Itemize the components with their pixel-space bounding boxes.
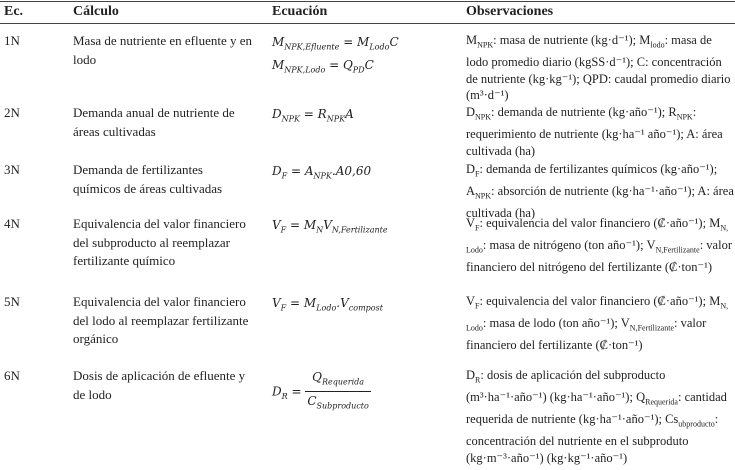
row-4n-observaciones: $V_F$: equivalencia del valor financiero (₡·año⁻¹); $M_{N, Lodo}$: masa de nitrógeno (ton año⁻¹); $V_{N,Fertilizante}$: valor financiero del nitrógeno del fertilizante (₡·ton⁻¹) (466, 216, 732, 275)
header-ecuacion: Ecuación (272, 4, 328, 19)
row-3n-calculo: Demanda de fertilizantes químicos de áreas cultivadas (73, 162, 223, 196)
row-2n-id: 2N (4, 105, 20, 120)
row-4n-equation: $V_F = M_NV_{N,Fertilizante}$ (272, 218, 388, 235)
row-3n-id: 3N (4, 162, 20, 177)
row-1n-calculo: Masa de nutriente en efluente y en lodo (73, 33, 253, 67)
row-6n-calculo: Dosis de aplicación de efluente y de lodo (73, 368, 246, 402)
row-1n-id: 1N (4, 33, 20, 48)
header-rule (0, 23, 735, 24)
row-6n-observaciones: $D_R$: dosis de aplicación del subproducto (m³·ha⁻¹·año⁻¹) (kg·ha⁻¹·año⁻¹); $Q_{Requerida}$: cantidad requerida de nutriente (kg·ha⁻¹·año⁻¹); $Cs_{ubproducto}$: concentración del nutriente en el subproduto (kg·m⁻³·año⁻¹) (kg·kg⁻¹·año⁻¹) (466, 368, 727, 465)
row-5n-equation: $V_F = M_{Lodo}.V_{compost}$ (272, 296, 383, 313)
row-5n-observaciones: $V_F$: equivalencia del valor financiero (₡·año⁻¹); $M_{N, Lodo}$: masa de lodo (ton año⁻¹); $V_{N,Fertilizante}$: valor financiero del fertilizante (₡·ton⁻¹) (466, 294, 729, 353)
row-2n-calculo: Demanda anual de nutriente de áreas cultivadas (73, 105, 235, 139)
row-1n-observaciones: $M_{NPK}$: masa de nutriente (kg·d⁻¹); $M_{lodo}$: masa de lodo promedio diario (kgSS·d⁻¹); C: concentración de nutriente (kg·kg⁻¹); QPD: caudal promedio diario (m³·d⁻¹) (466, 33, 731, 103)
row-4n-calculo: Equivalencia del valor financiero del subproducto al reemplazar fertilizante químico (73, 216, 246, 268)
header-ec: Ec. (4, 4, 24, 19)
row-3n-equation: $D_F = A_{NPK}.A0,60$ (272, 164, 372, 181)
row-5n-calculo: Equivalencia del valor financiero del lodo al reemplazar fertilizante orgánico (73, 294, 249, 346)
row-2n-equation: $D_{NPK} = R_{NPK}A$ (272, 107, 354, 124)
header-observaciones: Observaciones (466, 4, 554, 19)
row-6n-id: 6N (4, 368, 20, 383)
row-5n-id: 5N (4, 294, 20, 309)
row-2n-observaciones: $D_{NPK}$: demanda de nutriente (kg·año⁻¹); $R_{NPK}$: requerimiento de nutriente (kg·ha⁻¹ año⁻¹); A: área cultivada (ha) (466, 105, 723, 158)
row-6n-equation: $D_R$ = $\frac{Q_{Requerida}}{C_{Subproducto}}$ (272, 370, 369, 411)
row-4n-id: 4N (4, 216, 20, 231)
header-calculo: Cálculo (73, 4, 119, 19)
row-1n-equation: $M_{NPK,Efluente} = M_{Lodo}C$ $M_{NPK,Lodo} = Q_{PD}C$ (272, 35, 399, 75)
row-3n-observaciones: $D_F$: demanda de fertilizantes químicos (kg·año⁻¹); $A_{NPK}$: absorción de nutriente (kg·ha⁻¹·año⁻¹); A: área cultivada (ha) (466, 162, 734, 221)
